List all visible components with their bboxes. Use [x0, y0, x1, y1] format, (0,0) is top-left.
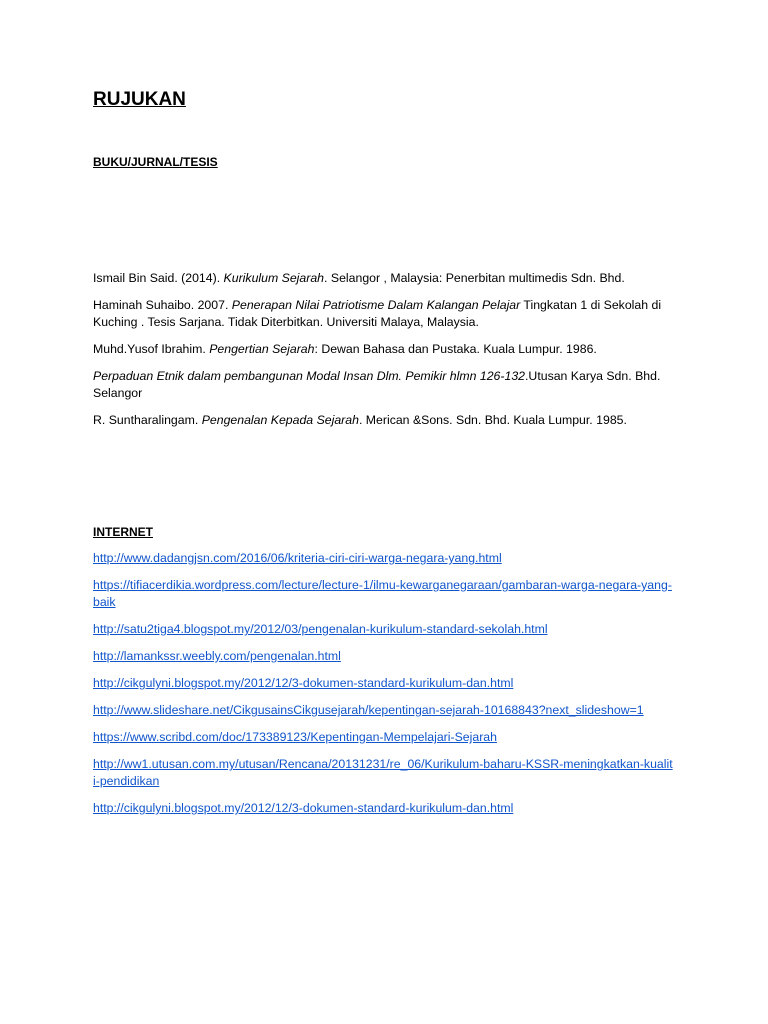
reference-link[interactable]: http://cikgulyni.blogspot.my/2012/12/3-dokumen-standard-kurikulum-dan.html	[93, 801, 514, 815]
reference-link[interactable]: http://ww1.utusan.com.my/utusan/Rencana/20131231/re_06/Kurikulum-baharu-KSSR-meningkatkan-kualiti-pendidikan	[93, 757, 673, 788]
reference-title: Perpaduan Etnik dalam pembangunan Modal Insan Dlm. Pemikir hlmn 126-132	[93, 369, 526, 383]
reference-item	[93, 412, 673, 429]
page-title: RUJUKAN	[93, 89, 186, 110]
reference-link[interactable]: https://www.scribd.com/doc/173389123/Kepentingan-Mempelajari-Sejarah	[93, 730, 497, 744]
reference-item	[93, 368, 673, 402]
reference-text: . Merican &Sons. Sdn. Bhd. Kuala Lumpur. 1985.	[358, 413, 627, 427]
reference-text: R. Suntharalingam.	[93, 413, 202, 427]
section-heading-books: BUKU/JURNAL/TESIS	[93, 155, 218, 169]
reference-title: Pengertian Sejarah	[209, 342, 315, 356]
reference-text: Tingkatan 1 di Sekolah di Kuching . Tesis Sarjana. Tidak Diterbitkan. Universiti Malaya, Malaysia.	[93, 298, 662, 329]
reference-link[interactable]: http://satu2tiga4.blogspot.my/2012/03/pengenalan-kurikulum-standard-sekolah.html	[93, 622, 548, 636]
reference-text: Ismail Bin Said. (2014).	[93, 271, 224, 285]
list-item	[93, 648, 673, 665]
list-item	[93, 702, 673, 719]
reference-title: Kurikulum Sejarah	[223, 271, 325, 285]
reference-text: Haminah Suhaibo. 2007.	[93, 298, 232, 312]
list-item	[93, 577, 673, 611]
reference-text: .Utusan Karya Sdn. Bhd. Selangor	[93, 369, 661, 400]
reference-title: Penerapan Nilai Patriotisme Dalam Kalangan Pelajar	[231, 298, 521, 312]
reference-item	[93, 341, 673, 358]
reference-link[interactable]: http://lamankssr.weebly.com/pengenalan.html	[93, 649, 341, 663]
list-item	[93, 550, 673, 567]
reference-link[interactable]: http://www.slideshare.net/CikgusainsCikgusejarah/kepentingan-sejarah-10168843?next_slideshow=1	[93, 703, 644, 717]
list-item	[93, 675, 673, 692]
reference-list	[93, 270, 673, 439]
reference-text: Muhd.Yusof Ibrahim.	[93, 342, 210, 356]
reference-link[interactable]: https://tifiacerdikia.wordpress.com/lecture/lecture-1/ilmu-kewarganegaraan/gambaran-warga-negara-yang-baik	[93, 578, 672, 609]
section-heading-internet: INTERNET	[93, 525, 153, 539]
list-item	[93, 756, 673, 790]
list-item	[93, 729, 673, 746]
reference-link[interactable]: http://www.dadangjsn.com/2016/06/kriteria-ciri-ciri-warga-negara-yang.html	[93, 551, 502, 565]
reference-link[interactable]: http://cikgulyni.blogspot.my/2012/12/3-dokumen-standard-kurikulum-dan.html	[93, 676, 514, 690]
reference-item	[93, 270, 673, 287]
reference-text: : Dewan Bahasa dan Pustaka. Kuala Lumpur. 1986.	[314, 342, 597, 356]
list-item	[93, 621, 673, 638]
reference-item	[93, 297, 673, 331]
list-item	[93, 800, 673, 817]
reference-title: Pengenalan Kepada Sejarah	[201, 413, 359, 427]
reference-text: . Selangor , Malaysia: Penerbitan multimedis Sdn. Bhd.	[324, 271, 625, 285]
link-list	[93, 550, 673, 827]
